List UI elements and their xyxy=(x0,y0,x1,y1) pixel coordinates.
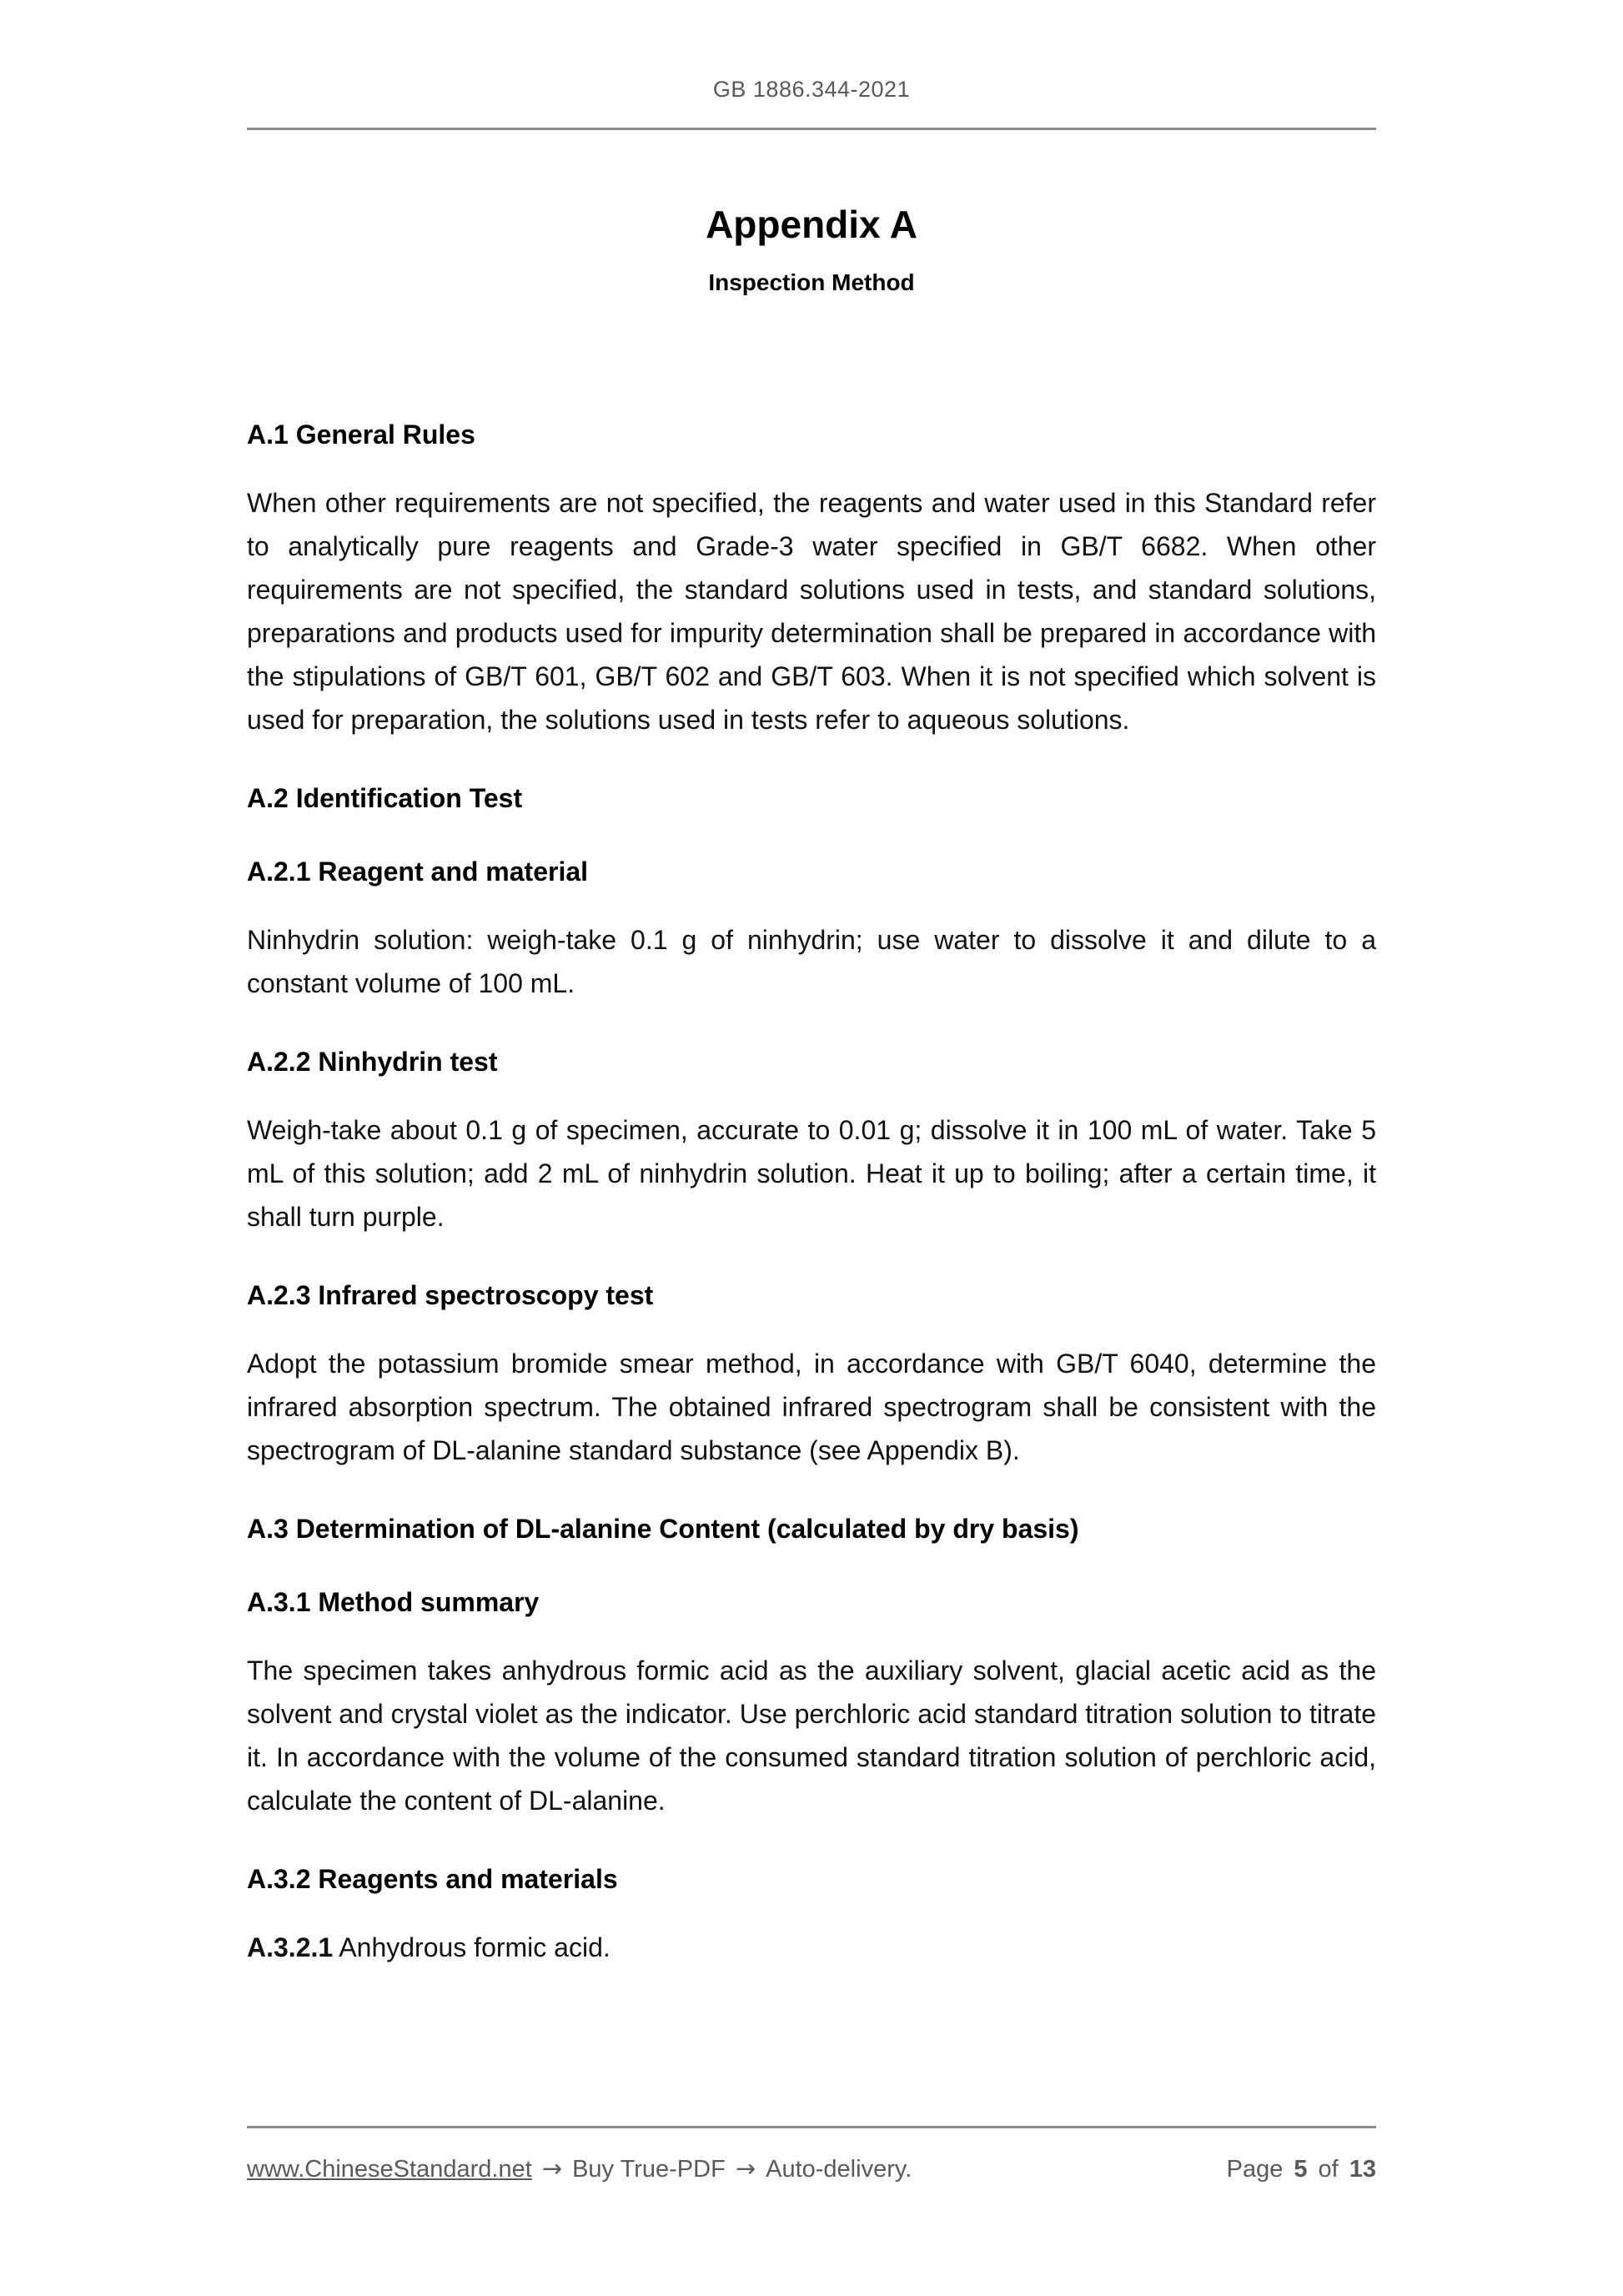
section-heading-a21: A.2.1 Reagent and material xyxy=(247,857,589,887)
appendix-title: Appendix A xyxy=(706,203,917,246)
footer-left xyxy=(247,2154,912,2183)
page-total: 13 xyxy=(1349,2156,1376,2183)
page-label: Page xyxy=(1226,2156,1284,2183)
section-heading-a32: A.3.2 Reagents and materials xyxy=(247,1864,618,1894)
section-heading-a2: A.2 Identification Test xyxy=(247,783,523,813)
section-body-a22: Weigh-take about 0.1 g of specimen, accurate to 0.01 g; dissolve it in 100 mL of water. Take 5 mL of this solution; add 2 mL of ninhydrin solution. Heat it up to boiling; after a certain time, it shall turn purple. xyxy=(247,1115,1376,1232)
section-body-a31: The specimen takes anhydrous formic acid as the auxiliary solvent, glacial acetic acid as the solvent and crystal violet as the indicator. Use perchloric acid standard titration solution to titrate it. In accordance with the volume of the consumed standard titration solution of perchloric acid, calculate the content of DL-alanine. xyxy=(247,1655,1376,1816)
appendix-subtitle: Inspection Method xyxy=(708,269,915,295)
section-heading-a31: A.3.1 Method summary xyxy=(247,1587,540,1617)
section-body-a21: Ninhydrin solution: weigh-take 0.1 g of ninhydrin; use water to dissolve it and dilute to a constant volume of 100 mL. xyxy=(247,925,1376,998)
arrow-right-icon: → xyxy=(735,2154,756,2183)
section-heading-a22: A.2.2 Ninhydrin test xyxy=(247,1047,498,1077)
section-body-a1: When other requirements are not specified, the reagents and water used in this Standard refer to analytically pure reagents and Grade-3 water specified in GB/T 6682. When other requirements are not specified, the standard solutions used in tests, and standard solutions, preparations and products used for impurity determination shall be prepared in accordance with the stipulations of GB/T 601, GB/T 602 and GB/T 603. When it is not specified which solvent is used for preparation, the solutions used in tests refer to aqueous solutions. xyxy=(247,488,1376,735)
page-footer xyxy=(247,2154,1376,2183)
footer-page-indicator xyxy=(1227,2156,1376,2183)
header-divider xyxy=(247,128,1376,130)
footer-divider xyxy=(247,2126,1376,2128)
section-heading-a3: A.3 Determination of DL-alanine Content (calculated by dry basis) xyxy=(247,1514,1079,1544)
section-heading-a1: A.1 General Rules xyxy=(247,420,475,450)
section-item-a321 xyxy=(247,1926,1376,1969)
section-heading-a23: A.2.3 Infrared spectroscopy test xyxy=(247,1280,654,1310)
page-current: 5 xyxy=(1294,2156,1308,2183)
doc-number-header: GB 1886.344-2021 xyxy=(712,77,911,102)
website-link[interactable]: www.ChineseStandard.net xyxy=(247,2156,532,2183)
footer-buy-label: Buy True-PDF xyxy=(572,2156,726,2183)
of-label: of xyxy=(1318,2156,1339,2183)
footer-delivery-label: Auto-delivery. xyxy=(766,2156,912,2183)
clause-text: Anhydrous formic acid. xyxy=(333,1932,611,1962)
section-body-a23: Adopt the potassium bromide smear method, in accordance with GB/T 6040, determine the infrared absorption spectrum. The obtained infrared spectrogram shall be consistent with the spectrogram of DL-alanine standard substance (see Appendix B). xyxy=(247,1349,1376,1465)
clause-number: A.3.2.1 xyxy=(247,1932,334,1962)
arrow-right-icon: → xyxy=(541,2154,563,2183)
page-content xyxy=(247,0,1376,1969)
